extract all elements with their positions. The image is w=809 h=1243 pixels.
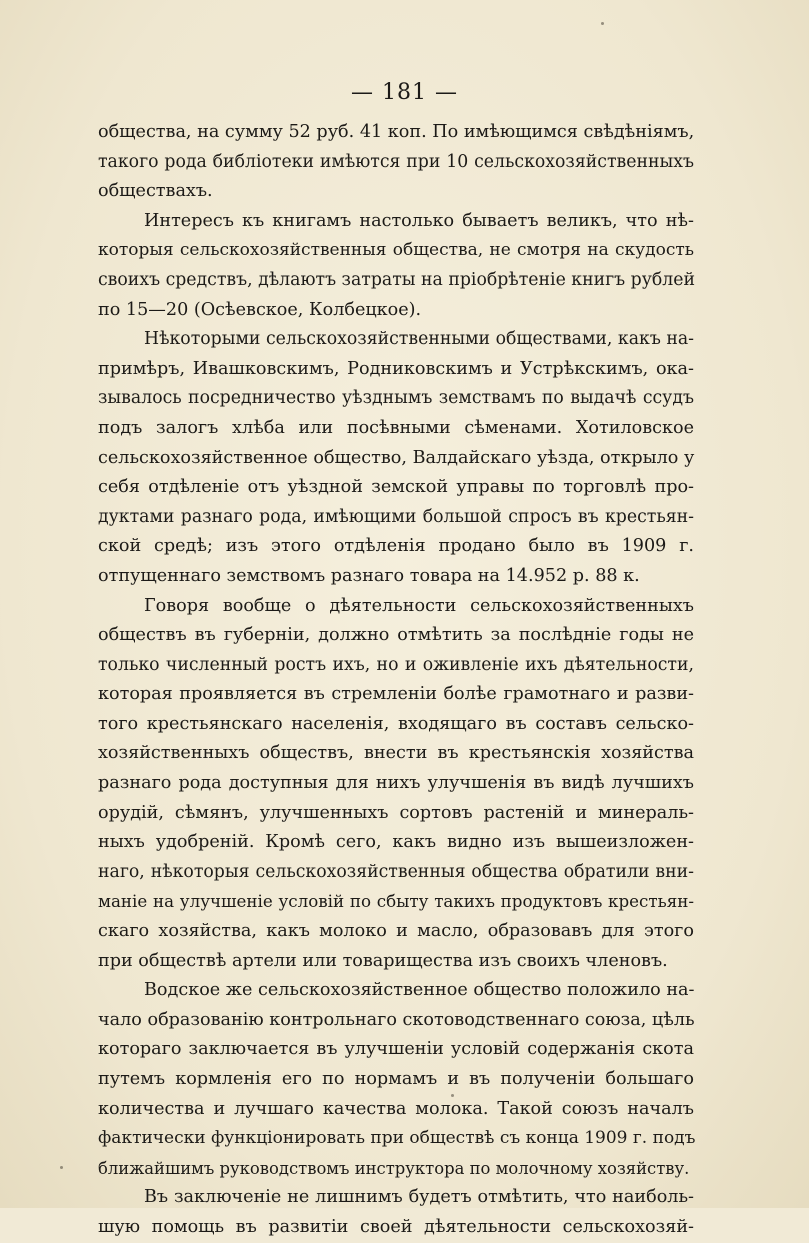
text-line: орудій, сѣмянъ, улучшенныхъ сортовъ растеній и минераль- <box>98 802 694 823</box>
text-line: Водское же сельскохозяйственное общество положило на- <box>144 980 695 1001</box>
text-line: по 15—20 (Осѣевское, Колбецкое). <box>98 299 422 320</box>
text-line: своихъ средствъ, дѣлаютъ затраты на пріобрѣтеніе книгъ рублей <box>98 269 696 290</box>
text-line: маніе на улучшеніе условій по сбыту такихъ продуктовъ крестьян- <box>98 891 694 912</box>
text-line: чало образованію контрольнаго скотоводственнаго союза, цѣль <box>98 1009 695 1030</box>
text-line: обществахъ. <box>98 181 213 202</box>
text-line: примѣръ, Ивашковскимъ, Родниковскимъ и Устрѣкскимъ, ока- <box>98 358 694 379</box>
text-line: разнаго рода доступныя для нихъ улучшенія въ видѣ лучшихъ <box>98 773 694 794</box>
text-line: зывалось посредничество уѣзднымъ земствамъ по выдачѣ ссудъ <box>98 388 694 409</box>
text-line: шую помощь въ развитіи своей дѣятельности сельскохозяй- <box>98 1216 694 1237</box>
text-line: которыя сельскохозяйственныя общества, не смотря на скудость <box>98 240 694 261</box>
text-line: того крестьянскаго населенія, входящаго въ составъ сельско- <box>98 713 694 734</box>
text-line: котораго заключается въ улучшеніи условій содержанія скота <box>98 1039 694 1060</box>
text-line: Интересъ къ книгамъ настолько бываетъ великъ, что нѣ- <box>144 210 694 231</box>
text-line: ближайшимъ руководствомъ инструктора по молочному хозяйству. <box>98 1158 690 1178</box>
text-line: при обществѣ артели или товарищества изъ своихъ членовъ. <box>98 950 668 971</box>
text-line: фактически функціонировать при обществѣ съ конца 1909 г. подъ <box>98 1128 696 1149</box>
text-line: такого рода библіотеки имѣются при 10 сельскохозяйственныхъ <box>98 151 694 172</box>
text-line: количества и лучшаго качества молока. Такой союзъ началъ <box>98 1098 694 1119</box>
text-line: Въ заключеніе не лишнимъ будетъ отмѣтить, что наиболь- <box>144 1187 694 1208</box>
text-line: наго, нѣкоторыя сельскохозяйственныя общества обратили вни- <box>98 861 694 882</box>
text-line: скаго хозяйства, какъ молоко и масло, образовавъ для этого <box>98 921 694 942</box>
text-line: отпущеннаго земствомъ разнаго товара на 14.952 р. 88 к. <box>98 565 640 586</box>
text-line: только численный ростъ ихъ, но и оживленіе ихъ дѣятельности, <box>98 654 694 675</box>
text-line: Нѣкоторыми сельскохозяйственными обществами, какъ на- <box>144 329 694 350</box>
text-line: обществъ въ губерніи, должно отмѣтить за послѣдніе годы не <box>98 625 694 646</box>
text-line: путемъ кормленія его по нормамъ и въ полученіи большаго <box>98 1069 694 1089</box>
paper-speck <box>60 1166 63 1169</box>
text-line: подъ залогъ хлѣба или посѣвными сѣменами. Хотиловское <box>98 417 694 438</box>
paper-speck <box>451 1094 454 1097</box>
text-line: хозяйственныхъ обществъ, внести въ крестьянскія хозяйства <box>98 743 694 764</box>
page-number: — 181 — <box>351 80 458 105</box>
text-line: Говоря вообще о дѣятельности сельскохозяйственныхъ <box>144 595 694 616</box>
text-line: дуктами разнаго рода, имѣющими большой спросъ въ крестьян- <box>98 506 694 527</box>
body-text <box>98 118 694 1243</box>
text-line: себя отдѣленіе отъ уѣздной земской управы по торговлѣ про- <box>98 477 694 498</box>
text-line: ской средѣ; изъ этого отдѣленія продано было въ 1909 г. <box>98 536 694 557</box>
text-line: сельскохозяйственное общество, Валдайскаго уѣзда, открыло у <box>98 447 695 468</box>
text-line: которая проявляется въ стремленіи болѣе грамотнаго и разви- <box>98 684 694 705</box>
text-line: ныхъ удобреній. Кромѣ сего, какъ видно изъ вышеизложен- <box>98 832 694 853</box>
paper-speck <box>601 22 604 25</box>
text-line: общества, на сумму 52 руб. 41 коп. По имѣющимся свѣдѣніямъ, <box>98 122 695 142</box>
